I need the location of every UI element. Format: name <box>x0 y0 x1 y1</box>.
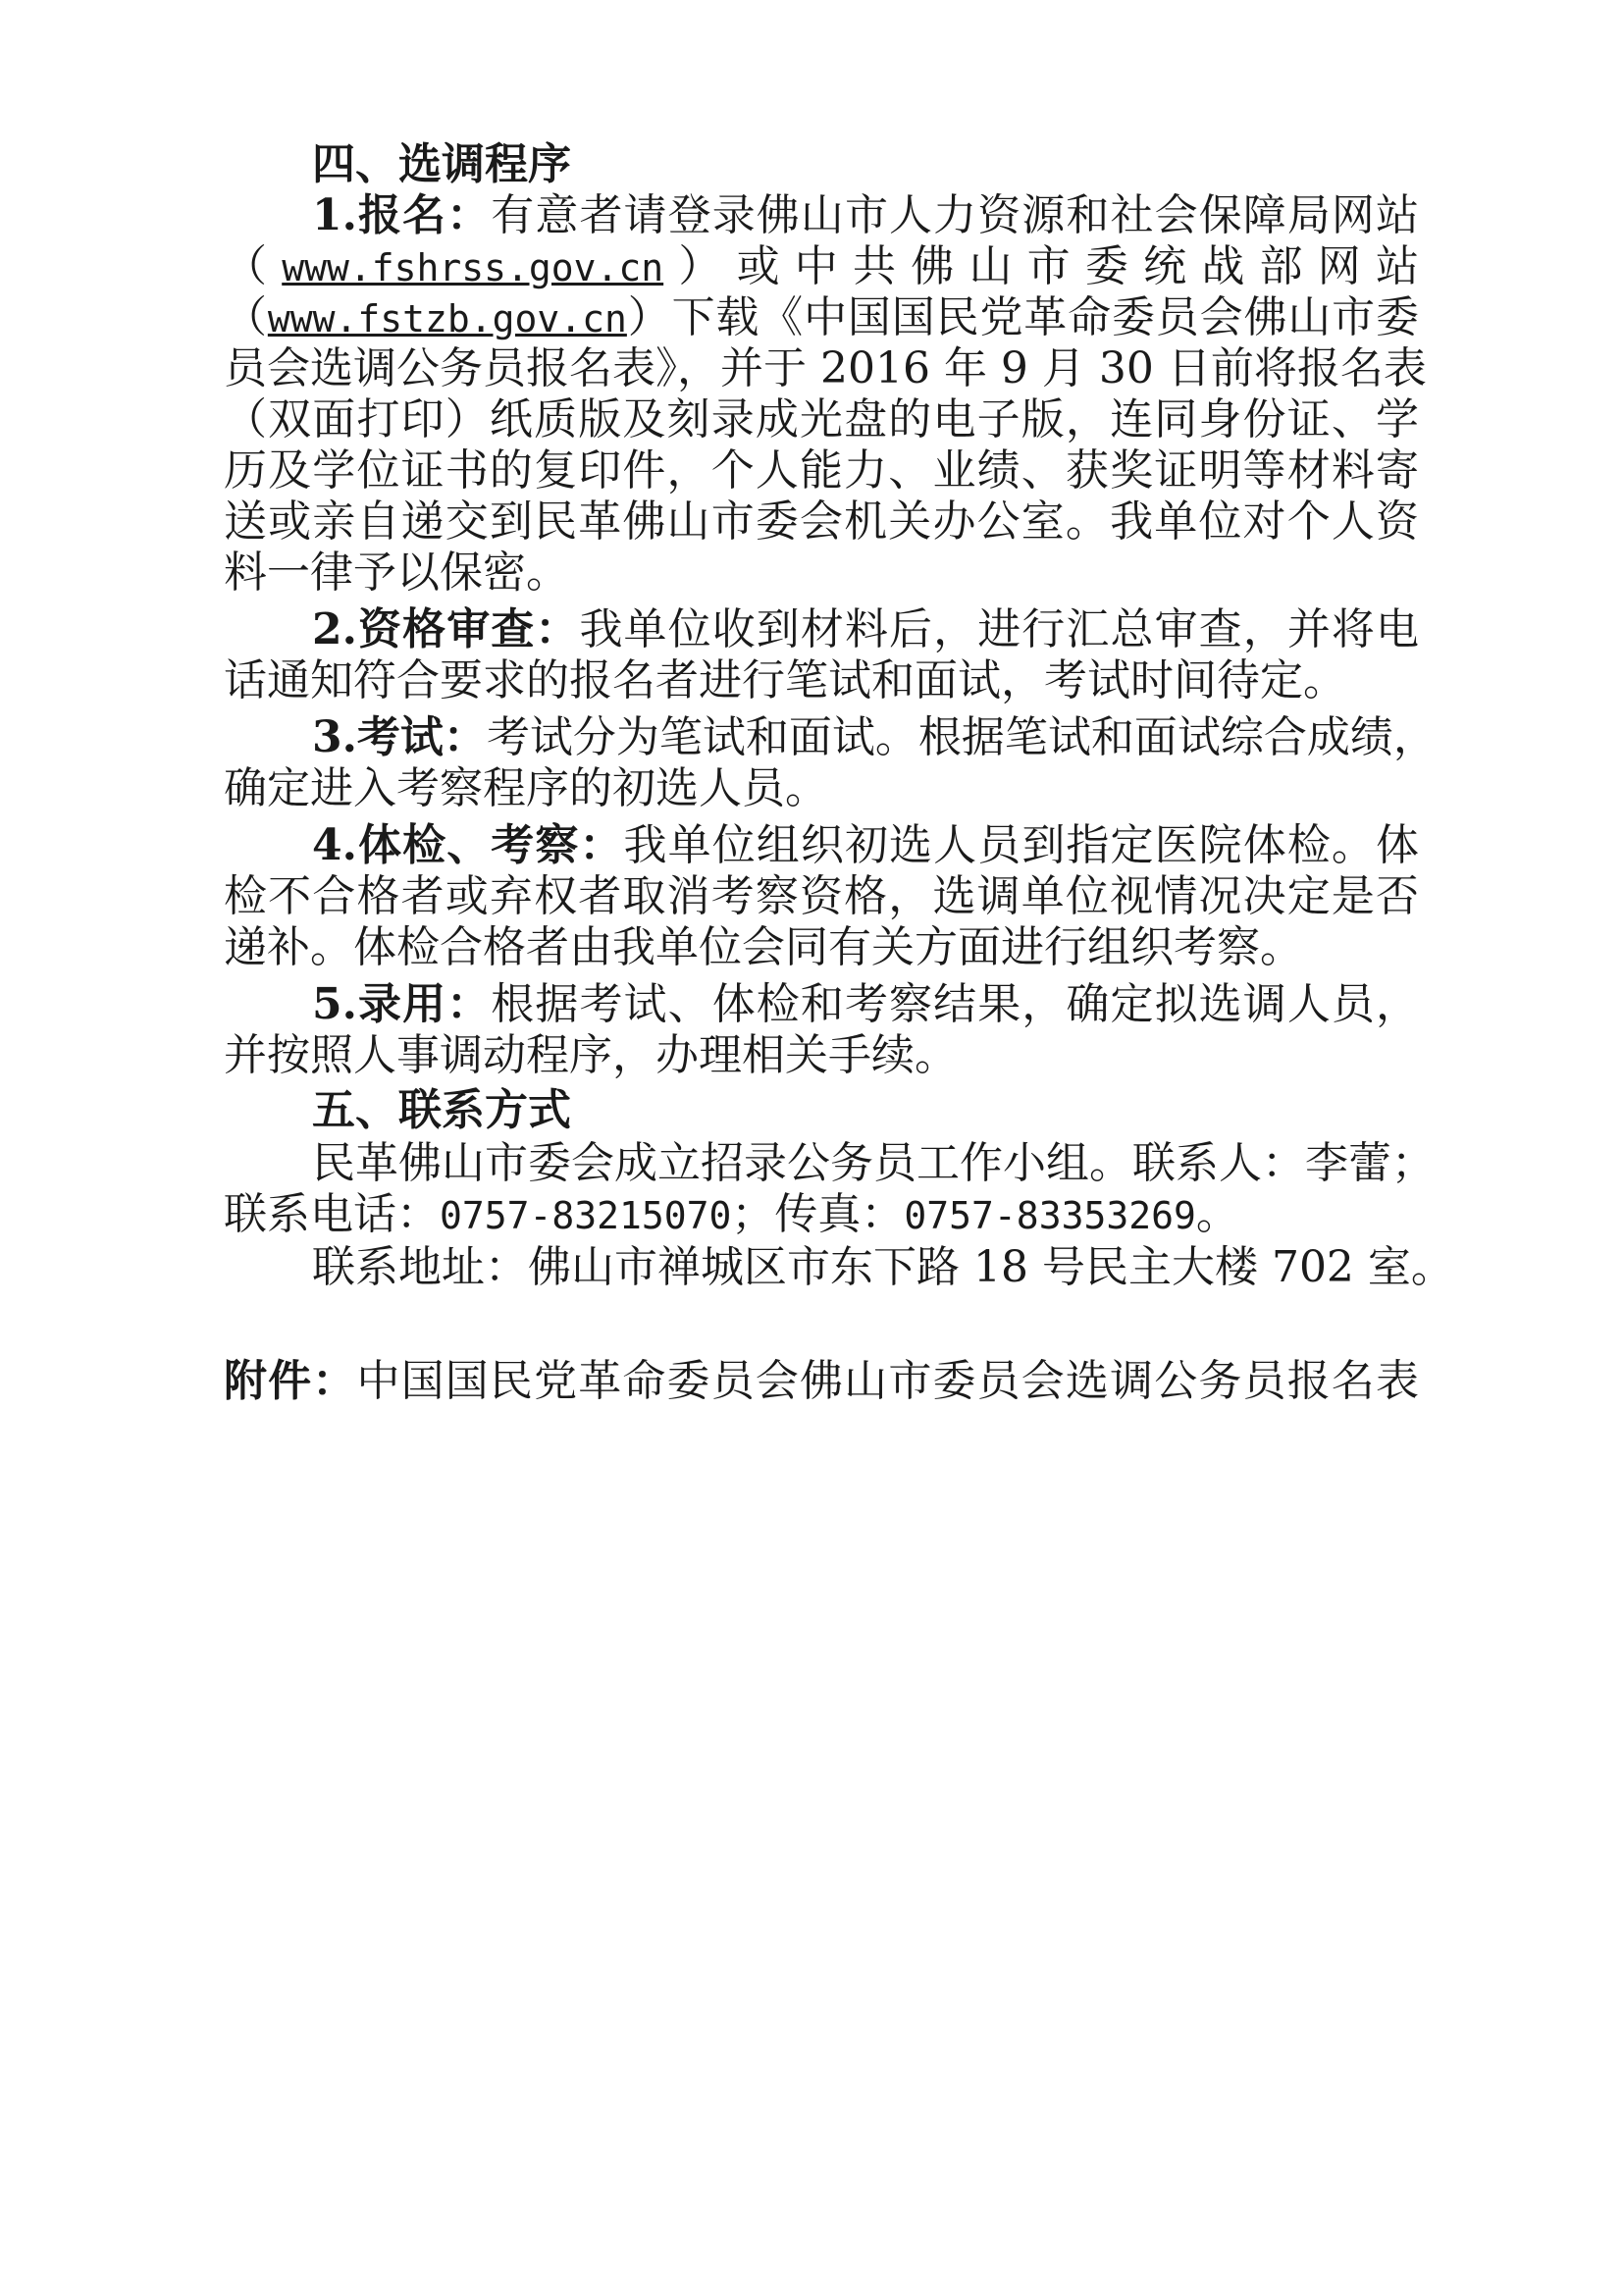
step1-line2: （www.fshrss.gov.cn）或中共佛山市委统战部网站 <box>224 241 1419 291</box>
attachment-title: 中国国民党革命委员会佛山市委员会选调公务员报名表 <box>356 1356 1420 1406</box>
step4-line3: 递补。体检合格者由我单位会同有关方面进行组织考察。 <box>224 922 1303 972</box>
step1-line7: 送或亲自递交到民革佛山市委会机关办公室。我单位对个人资 <box>224 496 1419 547</box>
section-heading-procedure: 四、选调程序 <box>312 139 571 189</box>
step1-lead: 1.报名： <box>312 190 492 240</box>
step2-line2: 话通知符合要求的报名者进行笔试和面试，考试时间待定。 <box>224 655 1346 705</box>
step3-line1: 3.考试：考试分为笔试和面试。根据笔试和面试综合成绩， <box>312 712 1437 762</box>
step1-line1: 1.报名：有意者请登录佛山市人力资源和社会保障局网站 <box>312 190 1419 240</box>
step2-lead: 2.资格审查： <box>312 604 580 654</box>
step1-line3: （www.fstzb.gov.cn）下载《中国国民党革命委员会佛山市委 <box>224 292 1420 342</box>
contact-line1: 民革佛山市委会成立招录公务员工作小组。联系人：李蕾； <box>312 1138 1435 1188</box>
attachment-line <box>224 1352 1419 1411</box>
step2-line1: 2.资格审查：我单位收到材料后，进行汇总审查，并将电 <box>312 604 1419 654</box>
step5-lead: 5.录用： <box>312 979 492 1029</box>
step1-line5: （双面打印）纸质版及刻录成光盘的电子版，连同身份证、学 <box>224 394 1419 444</box>
step5-line1: 5.录用：根据考试、体检和考察结果，确定拟选调人员， <box>312 979 1419 1029</box>
section-heading-contact: 五、联系方式 <box>312 1085 571 1135</box>
step3-line2: 确定进入考察程序的初选人员。 <box>224 763 828 813</box>
step4-lead: 4.体检、考察： <box>312 820 624 870</box>
step3-lead: 3.考试： <box>312 712 487 762</box>
step1-line4: 员会选调公务员报名表》，并于 2016 年 9 月 30 日前将报名表 <box>224 343 1427 393</box>
link-fshrss[interactable]: www.fshrss.gov.cn <box>282 246 664 289</box>
phone-number: 0757-83215070 <box>440 1194 732 1237</box>
fax-number: 0757-83353269 <box>904 1194 1196 1237</box>
step1-line6: 历及学位证书的复印件，个人能力、业绩、获奖证明等材料寄 <box>224 445 1419 496</box>
step4-line1: 4.体检、考察：我单位组织初选人员到指定医院体检。体 <box>312 820 1420 870</box>
step1-line8: 料一律予以保密。 <box>224 548 569 598</box>
attachment-label: 附件： <box>224 1356 357 1406</box>
link-fstzb[interactable]: www.fstzb.gov.cn <box>267 297 627 340</box>
step4-line2: 检不合格者或弃权者取消考察资格，选调单位视情况决定是否 <box>224 871 1419 921</box>
contact-address: 联系地址：佛山市禅城区市东下路 18 号民主大楼 702 室。 <box>312 1242 1454 1292</box>
contact-line2: 联系电话：0757-83215070；传真：0757-83353269。 <box>224 1189 1239 1239</box>
step5-line2: 并按照人事调动程序，办理相关手续。 <box>224 1030 958 1080</box>
